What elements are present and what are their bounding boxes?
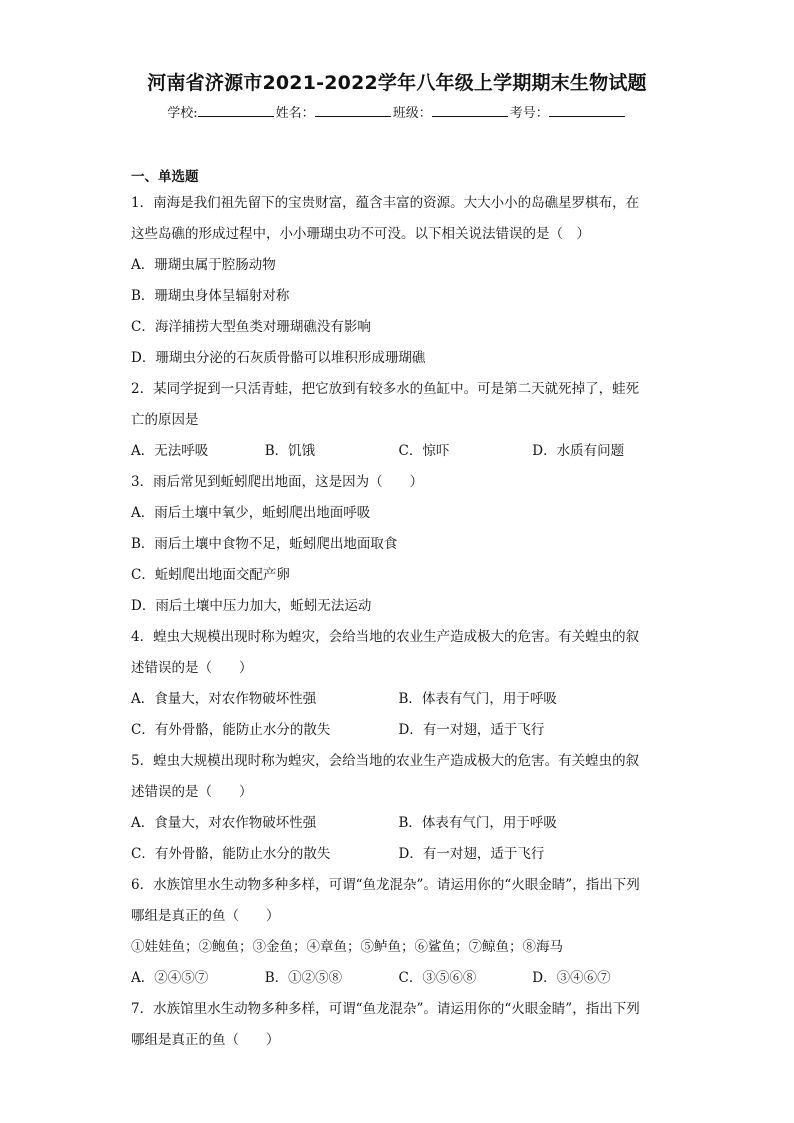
option-c: C．有外骨骼，能防止水分的散失	[131, 846, 331, 862]
option-a: A．珊瑚虫属于腔肠动物	[131, 257, 276, 273]
class-label: 班级：	[392, 106, 432, 121]
question-2	[131, 374, 666, 467]
option-b: B．①②⑤⑧	[264, 970, 343, 986]
option-d: D．有一对翅，适于飞行	[398, 846, 545, 862]
options-row	[131, 436, 666, 467]
question-text: 哪组是真正的鱼（ ）	[131, 908, 280, 924]
options-row	[131, 808, 666, 839]
question-5	[131, 746, 666, 870]
section-heading: 一、单选题	[131, 169, 199, 185]
item-list: ①娃娃鱼；②鲍鱼；③金鱼；④章鱼；⑤鲈鱼；⑥鲨鱼；⑦鲸鱼；⑧海马	[131, 939, 563, 955]
question-text: 6．水族馆里水生动物多种多样，可谓“鱼龙混杂”。请运用你的“火眼金睛”，指出下列	[131, 877, 640, 893]
options-row	[131, 715, 666, 746]
question-text: 亡的原因是	[131, 412, 199, 428]
question-text: 2．某同学捉到一只活青蛙，把它放到有较多水的鱼缸中。可是第二天就死掉了，蛙死	[131, 381, 640, 397]
question-text: 3．雨后常见到蚯蚓爬出地面，这是因为（ ）	[131, 474, 424, 490]
question-text: 5．蝗虫大规模出现时称为蝗灾，会给当地的农业生产造成极大的危害。有关蝗虫的叙	[131, 753, 640, 769]
question-1	[131, 188, 666, 374]
question-text: 这些岛礁的形成过程中，小小珊瑚虫功不可没。以下相关说法错误的是（ ）	[131, 226, 590, 242]
question-text: 7．水族馆里水生动物多种多样，可谓“鱼龙混杂”。请运用你的“火眼金睛”，指出下列	[131, 1001, 640, 1017]
question-7	[131, 994, 666, 1056]
class-blank[interactable]	[432, 105, 508, 117]
option-a: A．无法呼吸	[131, 443, 209, 459]
option-b: B．饥饿	[264, 443, 316, 459]
page-title: 河南省济源市2021-2022学年八年级上学期期末生物试题	[147, 72, 647, 94]
exam-no-label: 考号：	[509, 106, 549, 121]
school-label: 学校:	[167, 106, 198, 121]
exam-no-blank[interactable]	[549, 105, 625, 117]
option-b: B．雨后土壤中食物不足，蚯蚓爬出地面取食	[131, 536, 398, 552]
option-a: A．雨后土壤中氧少，蚯蚓爬出地面呼吸	[131, 505, 371, 521]
student-info-row	[0, 102, 794, 121]
option-d: D．有一对翅，适于飞行	[398, 722, 545, 738]
question-4	[131, 622, 666, 746]
option-b: B．体表有气门，用于呼吸	[398, 815, 557, 831]
option-c: C．海洋捕捞大型鱼类对珊瑚礁没有影响	[131, 319, 371, 335]
option-d: D．水质有问题	[532, 443, 625, 459]
options-row	[131, 839, 666, 870]
school-blank[interactable]	[198, 105, 274, 117]
question-3	[131, 467, 666, 622]
question-list	[131, 188, 666, 1056]
option-d: D．③④⑥⑦	[532, 970, 611, 986]
question-text: 1．南海是我们祖先留下的宝贵财富，蕴含丰富的资源。大大小小的岛礁星罗棋布，在	[131, 195, 640, 211]
question-text: 述错误的是（ ）	[131, 660, 253, 676]
option-b: B．珊瑚虫身体呈辐射对称	[131, 288, 290, 304]
options-row	[131, 684, 666, 715]
name-blank[interactable]	[315, 105, 391, 117]
option-a: A．食量大，对农作物破坏性强	[131, 691, 317, 707]
option-c: C．惊吓	[398, 443, 450, 459]
option-a: A．食量大，对农作物破坏性强	[131, 815, 317, 831]
option-c: C．有外骨骼，能防止水分的散失	[131, 722, 331, 738]
question-text: 述错误的是（ ）	[131, 784, 253, 800]
question-text: 哪组是真正的鱼（ ）	[131, 1032, 280, 1048]
option-c: C．③⑤⑥⑧	[398, 970, 477, 986]
options-row	[131, 963, 666, 994]
name-label: 姓名：	[275, 106, 315, 121]
option-d: D．雨后土壤中压力加大，蚯蚓无法运动	[131, 598, 372, 614]
option-d: D．珊瑚虫分泌的石灰质骨骼可以堆积形成珊瑚礁	[131, 350, 426, 366]
option-c: C．蚯蚓爬出地面交配产卵	[131, 567, 290, 583]
question-6	[131, 870, 666, 994]
option-b: B．体表有气门，用于呼吸	[398, 691, 557, 707]
question-text: 4．蝗虫大规模出现时称为蝗灾，会给当地的农业生产造成极大的危害。有关蝗虫的叙	[131, 629, 640, 645]
option-a: A．②④⑤⑦	[131, 970, 209, 986]
